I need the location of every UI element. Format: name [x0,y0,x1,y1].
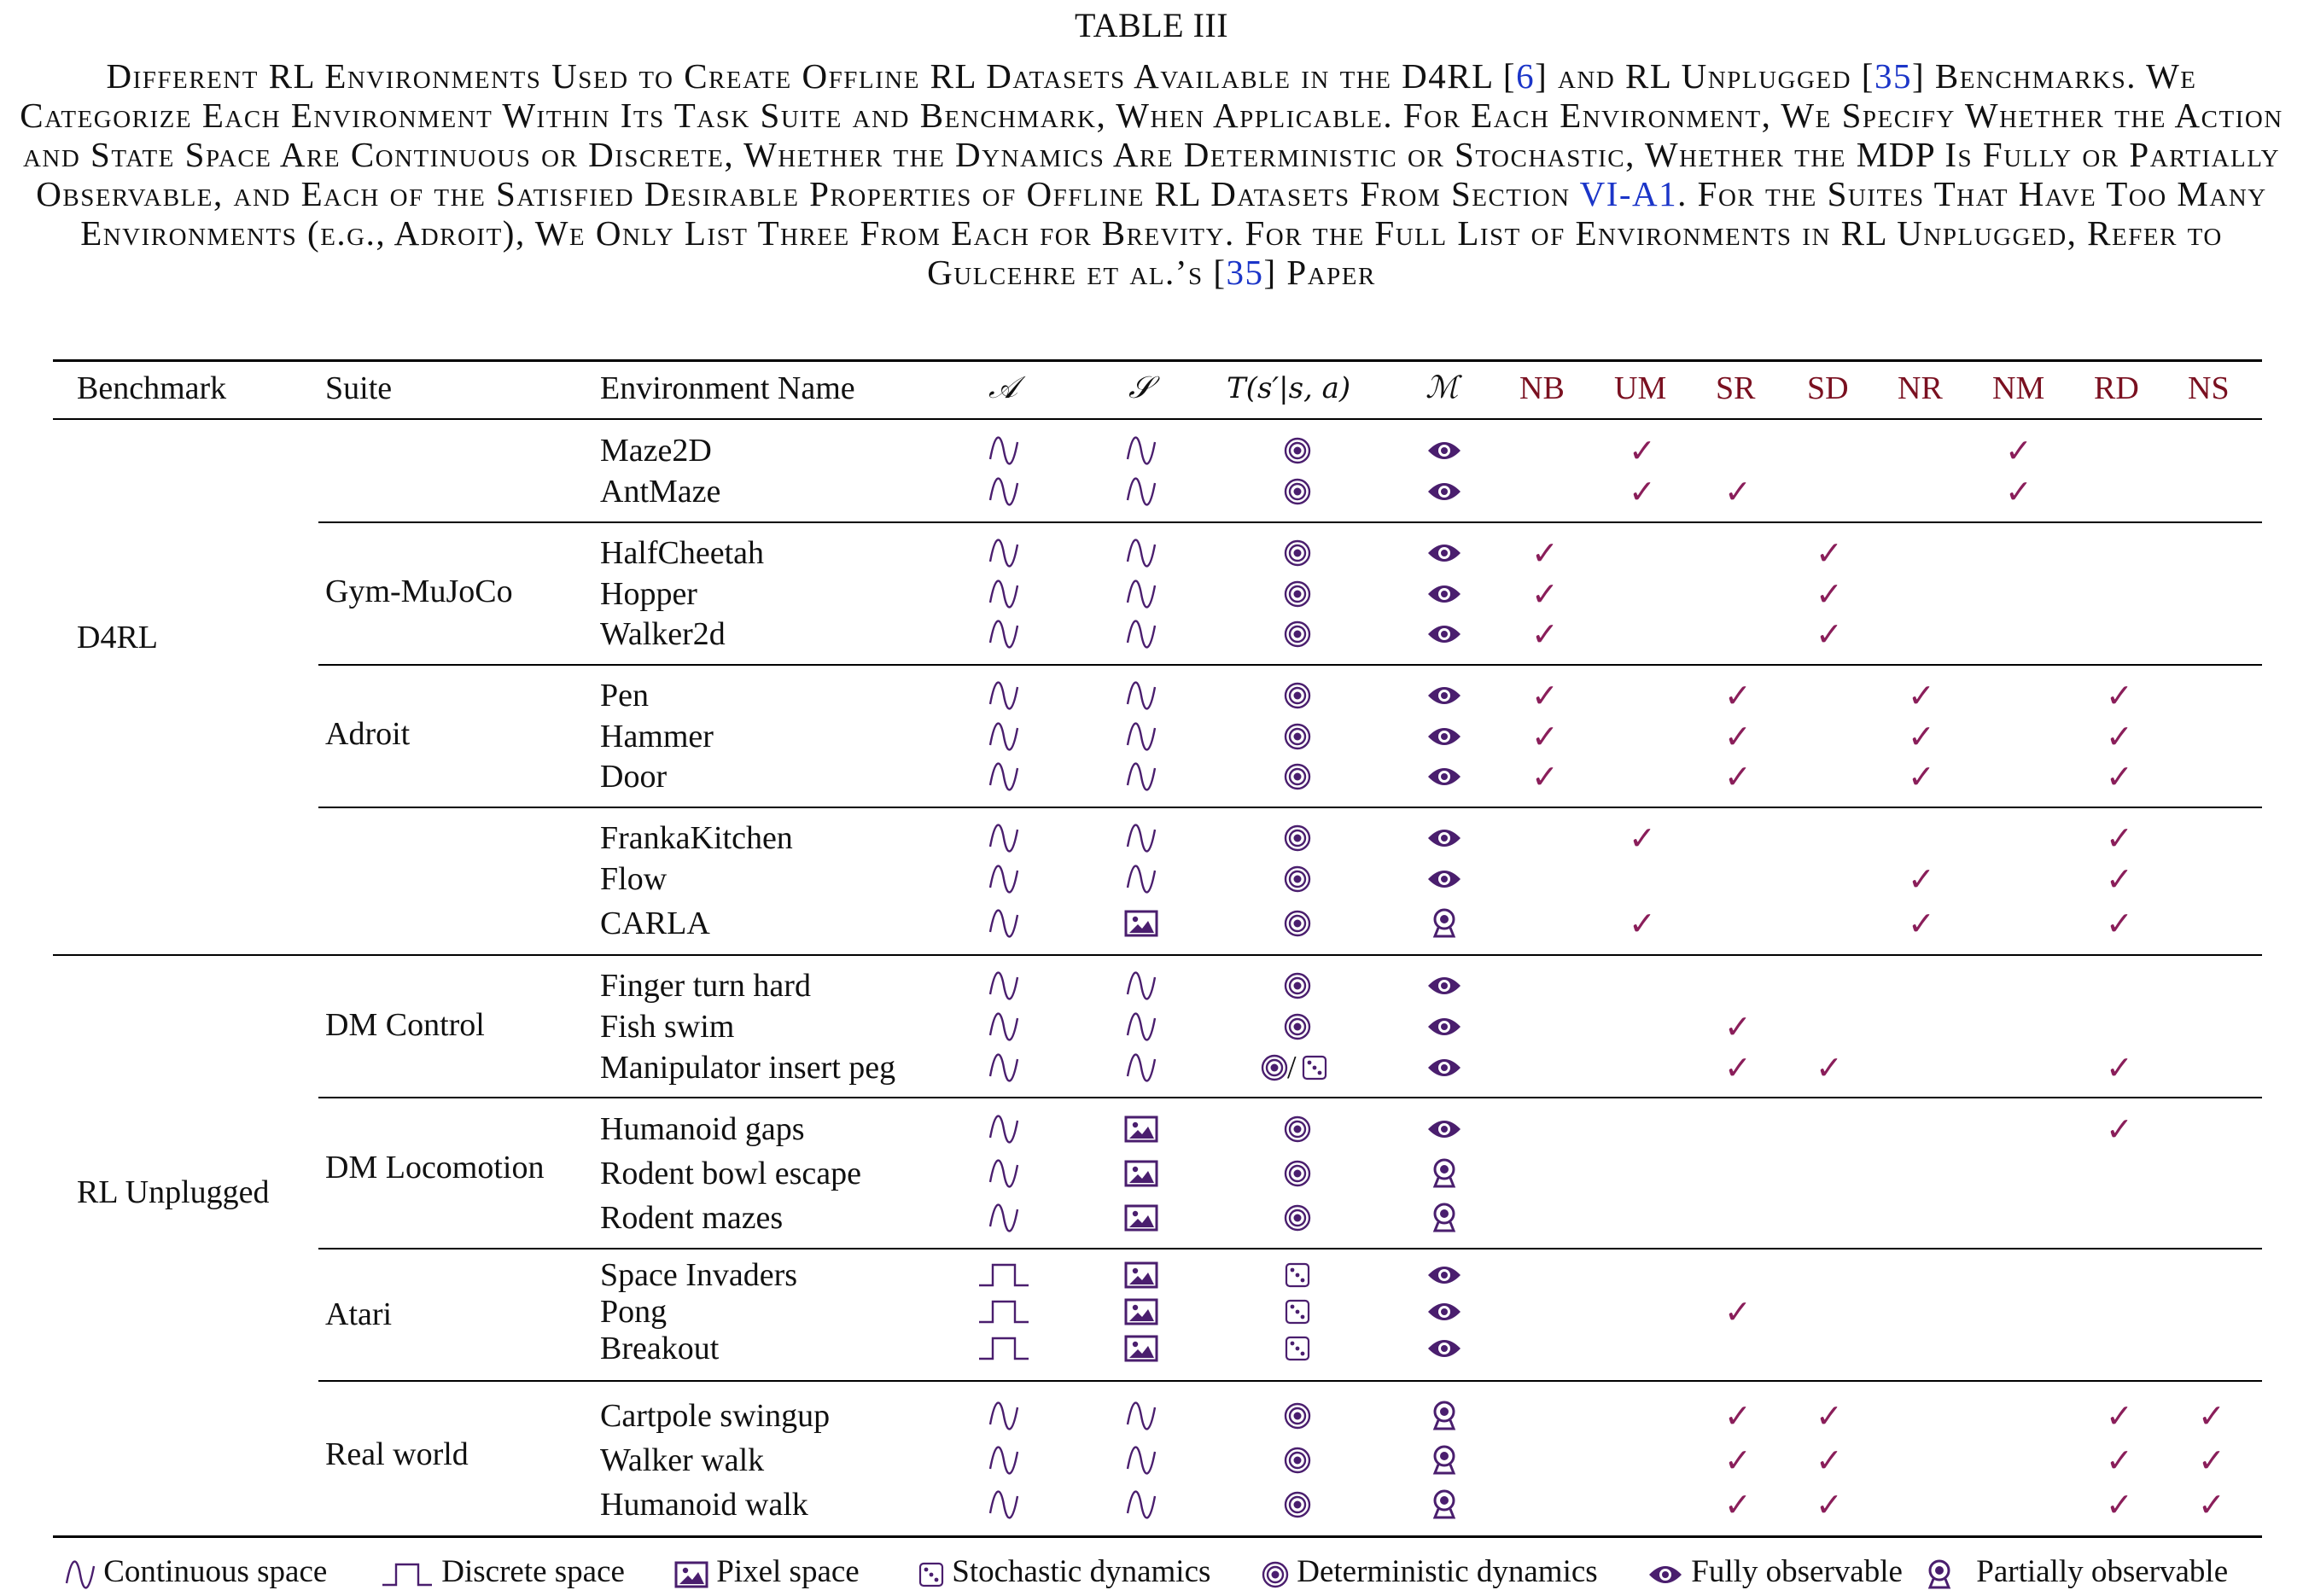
legend-partial [1926,1552,2228,1593]
environment-name: Door [600,759,668,795]
environment-name: Humanoid gaps [600,1111,805,1147]
check-icon-um: ✓ [1629,473,1656,510]
check-icon-sr: ✓ [1724,1293,1752,1331]
suite-atari: Atari [325,1296,393,1332]
eye-icon [1426,582,1462,610]
legend-label: Continuous space [103,1554,328,1589]
check-icon-nr: ✓ [1908,677,1935,714]
suite-adroit: Adroit [325,716,411,752]
eye-icon [1426,1263,1462,1291]
state-continuous-space-icon [1126,1052,1157,1087]
dice-icon [1285,1336,1310,1366]
check-icon-sr: ✓ [1724,1397,1752,1435]
col-header-environment: Environment Name [600,370,855,406]
eye-icon [1426,439,1462,467]
action-continuous-space-icon [988,1489,1019,1524]
eye-icon [1426,1300,1462,1328]
check-icon-rd: ✓ [2106,819,2133,857]
target-icon [1284,910,1311,941]
caption-text-5: ] Paper [1263,253,1376,292]
col-header-suite: Suite [325,370,393,406]
action-continuous-space-icon [988,864,1019,899]
action-continuous-space-icon [988,476,1019,511]
suite-separator [318,1380,2262,1382]
caption-text-2: ] and RL Unplugged [ [1535,56,1874,96]
col-header-transition: T(s′|s, a) [1227,371,1351,405]
check-icon-sr: ✓ [1724,1049,1752,1086]
target-icon [1284,1013,1311,1045]
action-continuous-space-icon [988,680,1019,715]
col-header-action-space: 𝒜 [988,370,1018,405]
eye-icon [1426,684,1462,712]
check-icon-um: ✓ [1629,905,1656,942]
action-discrete-space-icon [977,1298,1030,1330]
state-continuous-space-icon [1126,721,1157,756]
environment-name: Hammer [600,719,714,754]
legend-label: Discrete space [441,1554,625,1589]
legend-fully [1647,1552,1903,1593]
check-icon-nr: ✓ [1908,718,1935,755]
legend-label: Stochastic dynamics [952,1554,1211,1589]
webcam-icon [1431,1401,1458,1436]
legend-deterministic [1262,1552,1598,1593]
action-continuous-space-icon [988,1203,1019,1238]
caption-text-1: Different RL Environments Used to Create Offline RL Datasets Available in the D4RL [ [106,56,1517,96]
environment-name: Pong [600,1294,668,1330]
legend-discrete [381,1552,625,1593]
check-icon-rd: ✓ [2106,860,2133,898]
state-pixel-space-icon [1124,1204,1158,1236]
target-icon [1284,580,1311,612]
eye-icon [1426,1117,1462,1145]
eye-icon [1426,1015,1462,1043]
check-icon-rd: ✓ [2106,677,2133,714]
target-icon [1284,437,1311,469]
state-continuous-space-icon [1126,761,1157,796]
col-header-nb: NB [1519,370,1565,406]
check-icon-rd: ✓ [2106,1486,2133,1523]
state-continuous-space-icon [1126,1445,1157,1480]
environment-name: Finger turn hard [600,968,811,1004]
target-icon [1262,1554,1289,1589]
caption-text-4: . For the Suites That Have Too Many Environments (e.g., Adroit), We Only List Three From Each for Brevity. For the Full List of Environments in RL Unplugged, Refer to Gulcehre et al.’s [ [80,174,2267,292]
discrete-space-icon [381,1554,434,1589]
action-continuous-space-icon [988,579,1019,614]
dice-icon [918,1554,944,1589]
pixel-space-icon [674,1554,708,1589]
check-icon-um: ✓ [1629,819,1656,857]
environment-name: Maze2D [600,433,712,469]
state-continuous-space-icon [1126,823,1157,858]
action-continuous-space-icon [988,721,1019,756]
suite-dm-locomotion: DM Locomotion [325,1150,545,1185]
webcam-icon [1431,908,1458,943]
webcam-icon [1926,1554,1953,1589]
check-icon-ns: ✓ [2198,1442,2225,1479]
state-continuous-space-icon [1126,864,1157,899]
check-icon-nb: ✓ [1531,758,1559,795]
environment-name: Fish swim [600,1009,735,1045]
col-header-sd: SD [1807,370,1849,406]
environment-name: Rodent bowl escape [600,1156,862,1191]
col-header-state-space: 𝒮 [1128,370,1152,405]
check-icon-nr: ✓ [1908,758,1935,795]
state-continuous-space-icon [1126,619,1157,654]
target-icon [1284,723,1311,754]
check-icon-nm: ✓ [2005,432,2032,469]
check-icon-nb: ✓ [1531,575,1559,613]
header-rule [53,418,2262,420]
environment-name: Walker2d [600,616,726,652]
target-icon [1284,763,1311,795]
state-pixel-space-icon [1124,1261,1158,1293]
check-icon-ns: ✓ [2198,1486,2225,1523]
action-continuous-space-icon [988,435,1019,470]
check-icon-sr: ✓ [1724,1486,1752,1523]
eye-icon [1426,725,1462,753]
check-icon-sr: ✓ [1724,677,1752,714]
check-icon-nr: ✓ [1908,905,1935,942]
state-pixel-space-icon [1124,1298,1158,1330]
dice-icon [1285,1299,1310,1329]
state-continuous-space-icon [1126,970,1157,1005]
check-icon-nb: ✓ [1531,718,1559,755]
suite-gym-mujoco: Gym-MuJoCo [325,574,513,609]
check-icon-nm: ✓ [2005,473,2032,510]
eye-icon [1426,974,1462,1002]
legend-pixel [674,1552,860,1593]
action-continuous-space-icon [988,1445,1019,1480]
action-continuous-space-icon [988,823,1019,858]
benchmark-separator [53,954,2262,956]
target-icon [1284,824,1311,856]
eye-icon [1426,765,1462,793]
state-pixel-space-icon [1124,1115,1158,1147]
suite-separator [318,664,2262,666]
target-icon [1284,539,1311,571]
col-header-nr: NR [1898,370,1943,406]
check-icon-rd: ✓ [2106,758,2133,795]
check-icon-rd: ✓ [2106,1110,2133,1148]
webcam-icon [1431,1489,1458,1524]
suite-dm-control: DM Control [325,1007,485,1043]
action-continuous-space-icon [988,1401,1019,1436]
bottom-rule [53,1535,2262,1538]
check-icon-rd: ✓ [2106,718,2133,755]
section-link[interactable]: VI-A1 [1579,174,1678,213]
check-icon-sr: ✓ [1724,758,1752,795]
top-rule [53,359,2262,362]
action-continuous-space-icon [988,1114,1019,1149]
slash-separator: / [1287,1050,1297,1086]
check-icon-ns: ✓ [2198,1397,2225,1435]
action-continuous-space-icon [988,908,1019,943]
action-continuous-space-icon [988,1052,1019,1087]
state-continuous-space-icon [1126,1401,1157,1436]
state-continuous-space-icon [1126,680,1157,715]
environment-name: Humanoid walk [600,1487,808,1523]
legend-continuous [65,1552,327,1593]
environment-name: Manipulator insert peg [600,1050,896,1086]
target-icon [1284,478,1311,510]
check-icon-rd: ✓ [2106,1442,2133,1479]
citation-link-35-b[interactable]: 35 [1226,253,1264,292]
check-icon-sd: ✓ [1816,1486,1843,1523]
suite-real-world: Real world [325,1436,469,1472]
legend-stochastic [918,1552,1210,1593]
check-icon-um: ✓ [1629,432,1656,469]
check-icon-sd: ✓ [1816,1397,1843,1435]
target-icon [1284,682,1311,714]
target-icon [1284,1160,1311,1191]
environment-name: Cartpole swingup [600,1398,831,1434]
target-icon [1284,620,1311,652]
check-icon-rd: ✓ [2106,905,2133,942]
check-icon-nb: ✓ [1531,677,1559,714]
environment-name: Space Invaders [600,1257,798,1293]
state-continuous-space-icon [1126,435,1157,470]
benchmark-d4rl: D4RL [77,620,158,655]
suite-separator [318,1248,2262,1249]
check-icon-sd: ✓ [1816,615,1843,653]
action-discrete-space-icon [977,1261,1030,1293]
check-icon-sr: ✓ [1724,1008,1752,1046]
webcam-icon [1431,1445,1458,1480]
state-continuous-space-icon [1126,476,1157,511]
check-icon-rd: ✓ [2106,1397,2133,1435]
check-icon-sr: ✓ [1724,718,1752,755]
state-pixel-space-icon [1124,1335,1158,1366]
target-icon [1261,1054,1288,1086]
dice-icon [1285,1262,1310,1292]
target-icon [1284,1491,1311,1523]
suite-separator [318,807,2262,808]
eye-icon [1426,480,1462,508]
target-icon [1284,865,1311,897]
target-icon [1284,1115,1311,1147]
environment-name: AntMaze [600,474,721,510]
action-continuous-space-icon [988,761,1019,796]
col-header-mdp: ℳ [1426,370,1459,405]
eye-icon [1426,622,1462,650]
col-header-um: UM [1614,370,1667,406]
state-continuous-space-icon [1126,1011,1157,1046]
action-continuous-space-icon [988,538,1019,573]
caption-text-3: ] Benchmarks. We Categorize Each Environment Within Its Task Suite and Benchmark, When Applicable. For Each Environment, We Specify Whether the Action and State Space Are Continuous or Discrete, Whether the Dynamics Are Deterministic or Stochastic, Whether the MDP Is Fully or Partially Observable, and Each of the Satisfied Desirable Properties of Offline RL Datasets From Section [20,56,2283,213]
benchmark-rl-unplugged: RL Unplugged [77,1174,270,1210]
environment-name: CARLA [600,906,710,941]
action-continuous-space-icon [988,619,1019,654]
col-header-rd: RD [2094,370,2139,406]
check-icon-nb: ✓ [1531,615,1559,653]
target-icon [1284,972,1311,1004]
suite-separator [318,521,2262,523]
environment-name: Flow [600,861,668,897]
environment-name: Rodent mazes [600,1200,784,1236]
legend-label: Partially observable [1976,1554,2229,1589]
eye-icon [1426,1056,1462,1084]
webcam-icon [1431,1158,1458,1193]
col-header-ns: NS [2188,370,2230,406]
state-pixel-space-icon [1124,910,1158,941]
state-pixel-space-icon [1124,1160,1158,1191]
legend-label: Pixel space [716,1554,860,1589]
environment-name: FrankaKitchen [600,820,793,856]
continuous-space-icon [65,1554,96,1589]
environment-name: Breakout [600,1331,720,1366]
legend-label: Fully observable [1691,1554,1903,1589]
col-header-nm: NM [1992,370,2045,406]
environment-name: Hopper [600,576,697,612]
eye-icon [1426,826,1462,854]
check-icon-sr: ✓ [1724,1442,1752,1479]
table-title: TABLE III [1074,6,1229,44]
col-header-sr: SR [1716,370,1756,406]
table-caption [17,56,2286,292]
environment-name: Pen [600,678,649,714]
suite-separator [318,1097,2262,1098]
citation-link-35[interactable]: 35 [1874,56,1912,96]
webcam-icon [1431,1203,1458,1238]
check-icon-nr: ✓ [1908,860,1935,898]
check-icon-sd: ✓ [1816,1442,1843,1479]
check-icon-nb: ✓ [1531,534,1559,572]
check-icon-sd: ✓ [1816,1049,1843,1086]
state-continuous-space-icon [1126,579,1157,614]
action-continuous-space-icon [988,970,1019,1005]
environment-name: HalfCheetah [600,535,765,571]
target-icon [1284,1204,1311,1236]
col-header-benchmark: Benchmark [77,370,227,406]
eye-icon [1426,541,1462,569]
environment-name: Walker walk [600,1442,765,1478]
target-icon [1284,1447,1311,1478]
check-icon-sd: ✓ [1816,534,1843,572]
eye-icon [1426,867,1462,895]
state-continuous-space-icon [1126,1489,1157,1524]
legend-label: Deterministic dynamics [1297,1554,1598,1589]
eye-icon [1647,1554,1683,1589]
eye-icon [1426,1337,1462,1365]
check-icon-rd: ✓ [2106,1049,2133,1086]
action-discrete-space-icon [977,1335,1030,1366]
citation-link-6[interactable]: 6 [1516,56,1536,96]
check-icon-sr: ✓ [1724,473,1752,510]
target-icon [1284,1402,1311,1434]
action-continuous-space-icon [988,1158,1019,1193]
dice-icon [1302,1055,1327,1085]
state-continuous-space-icon [1126,538,1157,573]
check-icon-sd: ✓ [1816,575,1843,613]
action-continuous-space-icon [988,1011,1019,1046]
